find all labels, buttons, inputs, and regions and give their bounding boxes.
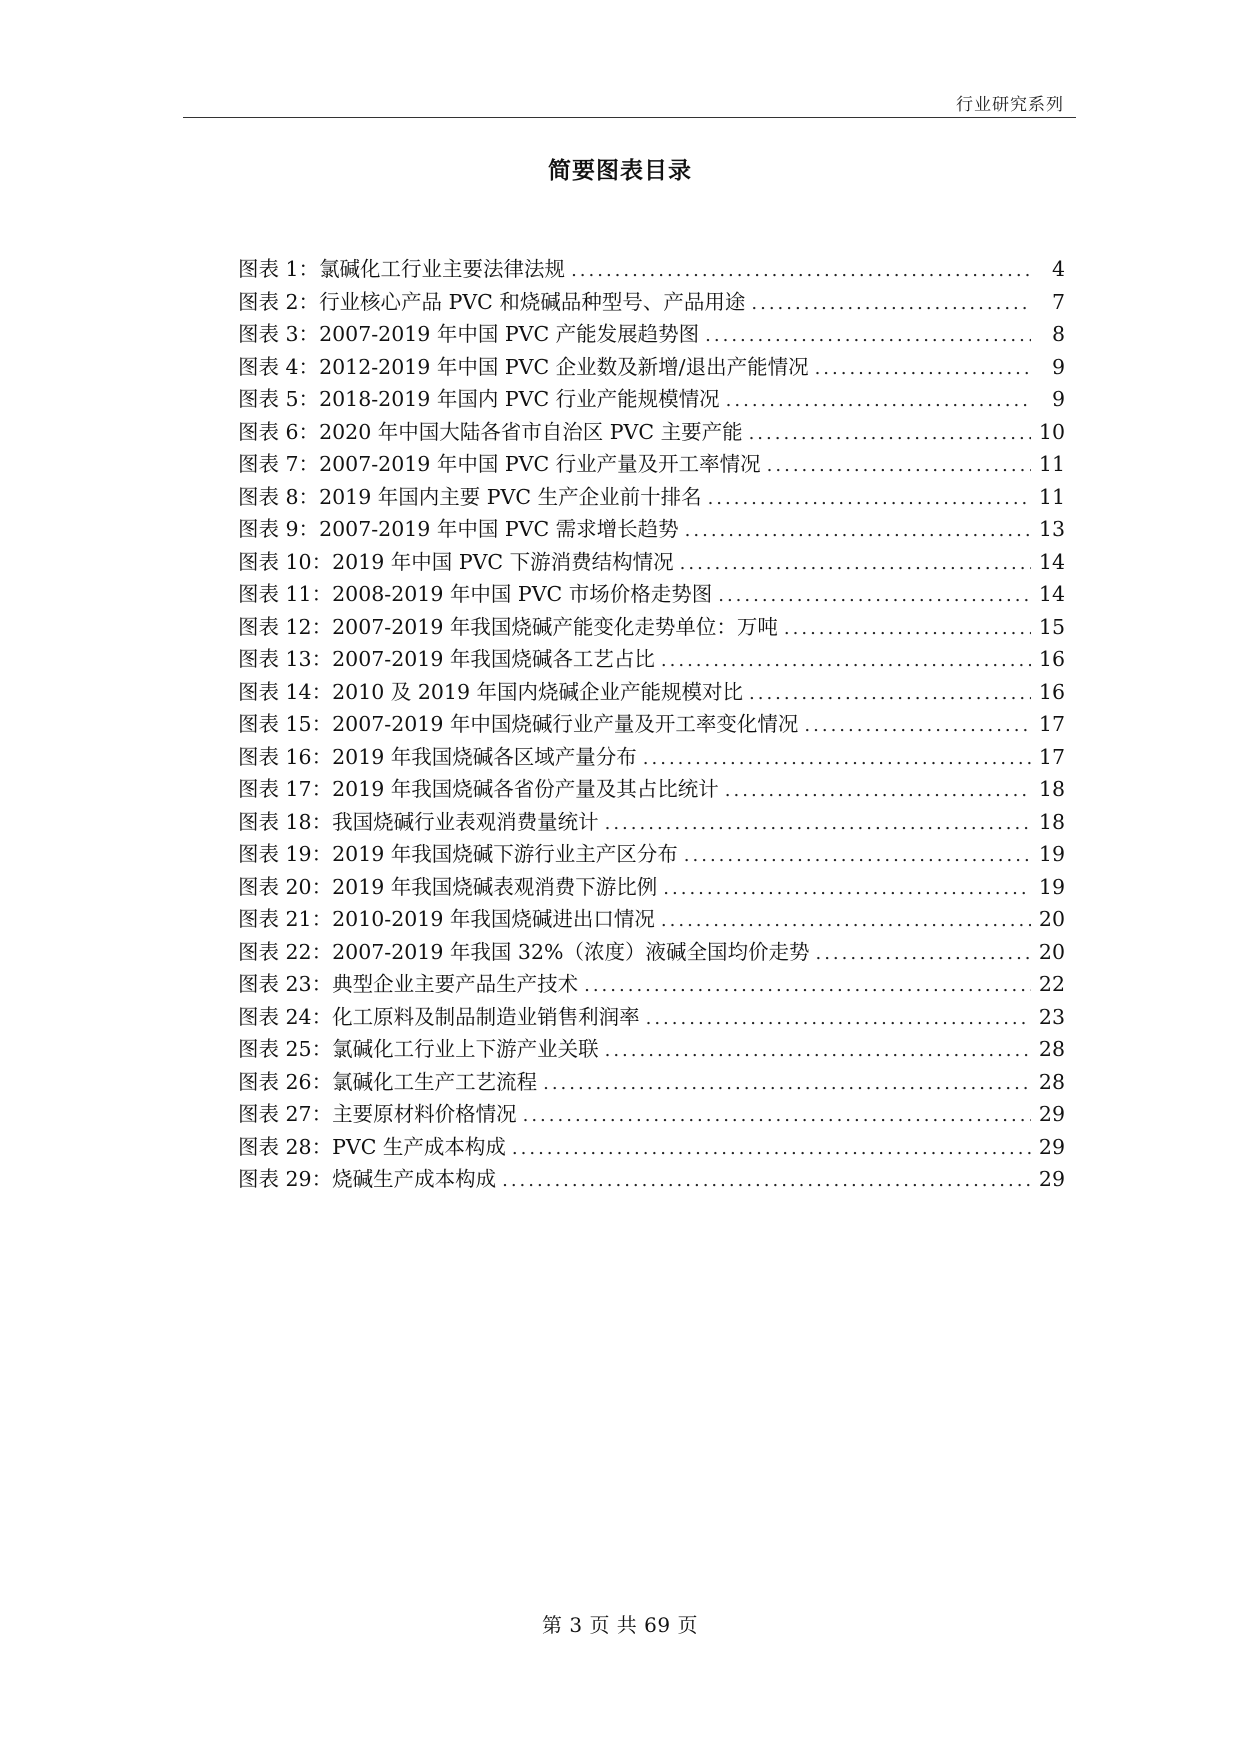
toc-leader-dots: [784, 618, 1031, 639]
toc-entry-label: 图表 6：: [238, 419, 320, 444]
toc-leader-dots: [523, 1105, 1031, 1126]
toc-leader-dots: [543, 1073, 1031, 1094]
toc-entry-title: 2007-2019 年我国烧碱产能变化走势单位：万吨: [332, 614, 778, 639]
toc-entry-label: 图表 14：: [238, 679, 333, 704]
toc-entry[interactable]: [238, 675, 1065, 708]
page-title: 简要图表目录: [548, 158, 692, 184]
toc-entry-page: 18: [1038, 809, 1065, 834]
toc-entry-label: 图表 1：: [238, 257, 320, 281]
toc-entry-page: 29: [1038, 1167, 1065, 1191]
toc-entry-title: 2007-2019 年中国烧碱行业产量及开工率变化情况: [332, 712, 799, 736]
toc-entry-title: 2007-2019 年中国 PVC 产能发展趋势图: [319, 322, 700, 346]
toc-entry-label: 图表 11：: [238, 582, 333, 606]
toc-entry-page: 29: [1038, 1102, 1065, 1126]
toc-entry-title: 2019 年国内主要 PVC 生产企业前十排名: [319, 484, 702, 509]
toc-leader-dots: [605, 813, 1031, 834]
toc-entry-title: 氯碱化工行业主要法律法规: [319, 257, 566, 281]
toc-entry-title: 2019 年我国烧碱各省份产量及其占比统计: [332, 777, 719, 801]
toc-entry-page: 29: [1038, 1134, 1065, 1159]
toc-entry-label: 图表 15：: [238, 712, 333, 736]
toc-entry-label: 图表 12：: [238, 614, 333, 639]
header-divider: [183, 117, 1076, 118]
toc-entry[interactable]: [238, 1032, 1065, 1065]
toc-entry[interactable]: [238, 447, 1065, 480]
toc-entry[interactable]: [238, 512, 1065, 545]
toc-entry[interactable]: [238, 252, 1065, 285]
toc-entry-label: 图表 26：: [238, 1069, 333, 1094]
toc-entry-page: 17: [1038, 744, 1065, 769]
toc-entry-page: 11: [1038, 452, 1065, 476]
toc-leader-dots: [661, 910, 1031, 931]
toc-entry-title: 行业核心产品 PVC 和烧碱品种型号、产品用途: [319, 289, 746, 314]
toc-entry-label: 图表 16：: [238, 744, 333, 769]
toc-entry-label: 图表 9：: [238, 517, 320, 541]
toc-leader-dots: [571, 260, 1031, 281]
toc-entry[interactable]: [238, 317, 1065, 350]
toc-leader-dots: [643, 748, 1031, 769]
toc-leader-dots: [815, 358, 1031, 379]
toc-entry-page: 17: [1038, 712, 1065, 736]
toc-entry[interactable]: [238, 707, 1065, 740]
toc-entry[interactable]: [238, 1065, 1065, 1098]
toc-entry[interactable]: [238, 1162, 1065, 1195]
toc-entry-page: 23: [1038, 1004, 1065, 1029]
toc-entry-title: PVC 生产成本构成: [332, 1134, 506, 1159]
toc-leader-dots: [684, 845, 1031, 866]
toc-entry-page: 13: [1038, 517, 1065, 541]
toc-entry-title: 2019 年我国烧碱各区域产量分布: [332, 744, 637, 769]
toc-entry-label: 图表 19：: [238, 842, 333, 866]
toc-entry-page: 16: [1038, 647, 1065, 671]
toc-entry-label: 图表 29：: [238, 1167, 333, 1191]
toc-entry-label: 图表 13：: [238, 647, 333, 671]
toc-entry-title: 2020 年中国大陆各省市自治区 PVC 主要产能: [319, 419, 743, 444]
toc-entry-title: 2010 及 2019 年国内烧碱企业产能规模对比: [332, 679, 743, 704]
toc-entry[interactable]: [238, 967, 1065, 1000]
toc-entry-label: 图表 7：: [238, 452, 320, 476]
toc-entry-page: 14: [1038, 549, 1065, 574]
toc-entry-title: 典型企业主要产品生产技术: [332, 972, 579, 996]
toc-list: [238, 252, 1065, 1195]
toc-entry[interactable]: [238, 772, 1065, 805]
toc-leader-dots: [661, 650, 1031, 671]
toc-entry-title: 化工原料及制品制造业销售利润率: [332, 1004, 640, 1029]
toc-entry-title: 2019 年我国烧碱下游行业主产区分布: [332, 842, 678, 866]
toc-entry-page: 10: [1038, 419, 1065, 444]
toc-leader-dots: [502, 1170, 1031, 1191]
toc-entry[interactable]: [238, 642, 1065, 675]
toc-entry-page: 8: [1051, 322, 1065, 346]
toc-entry-page: 20: [1038, 907, 1065, 931]
toc-leader-dots: [749, 423, 1031, 444]
toc-entry[interactable]: [238, 935, 1065, 968]
toc-leader-dots: [725, 780, 1031, 801]
toc-leader-dots: [584, 975, 1031, 996]
toc-leader-dots: [815, 943, 1031, 964]
toc-entry-label: 图表 10：: [238, 549, 333, 574]
toc-entry-label: 图表 3：: [238, 322, 320, 346]
header-series-label: 行业研究系列: [956, 95, 1064, 115]
toc-leader-dots: [605, 1040, 1031, 1061]
toc-entry-page: 20: [1038, 939, 1065, 964]
toc-entry-page: 19: [1038, 874, 1065, 899]
toc-leader-dots: [726, 390, 1031, 411]
toc-entry[interactable]: [238, 805, 1065, 838]
toc-entry-label: 图表 4：: [238, 354, 320, 379]
toc-entry[interactable]: [238, 1000, 1065, 1033]
toc-entry-label: 图表 2：: [238, 289, 320, 314]
toc-entry[interactable]: [238, 577, 1065, 610]
toc-entry[interactable]: [238, 870, 1065, 903]
toc-entry[interactable]: [238, 480, 1065, 513]
toc-entry-title: 2018-2019 年国内 PVC 行业产能规模情况: [319, 387, 720, 411]
toc-entry[interactable]: [238, 610, 1065, 643]
toc-entry-page: 19: [1038, 842, 1065, 866]
toc-entry-label: 图表 24：: [238, 1004, 333, 1029]
toc-leader-dots: [646, 1008, 1031, 1029]
toc-entry[interactable]: [238, 350, 1065, 383]
toc-entry[interactable]: [238, 382, 1065, 415]
toc-entry-page: 11: [1038, 484, 1065, 509]
toc-entry-page: 18: [1038, 777, 1065, 801]
toc-entry-title: 2007-2019 年中国 PVC 需求增长趋势: [319, 517, 679, 541]
toc-entry-page: 15: [1038, 614, 1065, 639]
toc-entry-title: 氯碱化工行业上下游产业关联: [332, 1037, 599, 1061]
toc-entry[interactable]: [238, 740, 1065, 773]
toc-leader-dots: [512, 1138, 1031, 1159]
toc-leader-dots: [663, 878, 1031, 899]
toc-entry-title: 2012-2019 年中国 PVC 企业数及新增/退出产能情况: [319, 354, 809, 379]
toc-entry[interactable]: [238, 285, 1065, 318]
toc-entry-page: 14: [1038, 582, 1065, 606]
toc-leader-dots: [749, 683, 1031, 704]
toc-entry-label: 图表 20：: [238, 874, 333, 899]
toc-entry-label: 图表 27：: [238, 1102, 333, 1126]
toc-entry-label: 图表 17：: [238, 777, 333, 801]
toc-entry-page: 16: [1038, 679, 1065, 704]
toc-entry-label: 图表 8：: [238, 484, 320, 509]
toc-entry[interactable]: [238, 837, 1065, 870]
toc-entry-title: 2019 年我国烧碱表观消费下游比例: [332, 874, 658, 899]
toc-entry-page: 9: [1051, 354, 1065, 379]
toc-entry-page: 28: [1038, 1037, 1065, 1061]
toc-entry-page: 22: [1038, 972, 1065, 996]
toc-entry-label: 图表 25：: [238, 1037, 333, 1061]
toc-leader-dots: [685, 520, 1031, 541]
toc-entry-label: 图表 5：: [238, 387, 320, 411]
toc-leader-dots: [718, 585, 1031, 606]
toc-entry-label: 图表 18：: [238, 809, 333, 834]
footer-page-info: 第 3 页 共 69 页: [542, 1613, 698, 1637]
toc-leader-dots: [804, 715, 1031, 736]
toc-entry-title: 烧碱生产成本构成: [332, 1167, 497, 1191]
toc-entry-page: 7: [1051, 289, 1065, 314]
toc-entry-title: 2008-2019 年中国 PVC 市场价格走势图: [332, 582, 713, 606]
toc-entry-title: 主要原材料价格情况: [332, 1102, 517, 1126]
toc-leader-dots: [680, 553, 1031, 574]
toc-entry-label: 图表 22：: [238, 939, 333, 964]
toc-entry-label: 图表 28：: [238, 1134, 333, 1159]
toc-entry[interactable]: [238, 1130, 1065, 1163]
toc-entry-page: 28: [1038, 1069, 1065, 1094]
toc-entry-title: 我国烧碱行业表观消费量统计: [332, 809, 599, 834]
toc-entry-title: 2010-2019 年我国烧碱进出口情况: [332, 907, 655, 931]
toc-entry-label: 图表 21：: [238, 907, 333, 931]
toc-entry-page: 9: [1051, 387, 1065, 411]
toc-entry-title: 2019 年中国 PVC 下游消费结构情况: [332, 549, 674, 574]
toc-entry-page: 4: [1051, 257, 1065, 281]
toc-entry-title: 2007-2019 年我国烧碱各工艺占比: [332, 647, 655, 671]
toc-leader-dots: [708, 488, 1031, 509]
toc-leader-dots: [767, 455, 1031, 476]
toc-entry-title: 2007-2019 年中国 PVC 行业产量及开工率情况: [319, 452, 761, 476]
toc-entry-title: 2007-2019 年我国 32%（浓度）液碱全国均价走势: [332, 939, 810, 964]
toc-entry[interactable]: [238, 415, 1065, 448]
toc-entry-label: 图表 23：: [238, 972, 333, 996]
toc-entry[interactable]: [238, 902, 1065, 935]
toc-entry[interactable]: [238, 1097, 1065, 1130]
toc-leader-dots: [751, 293, 1031, 314]
toc-entry[interactable]: [238, 545, 1065, 578]
toc-leader-dots: [705, 325, 1031, 346]
toc-entry-title: 氯碱化工生产工艺流程: [332, 1069, 538, 1094]
